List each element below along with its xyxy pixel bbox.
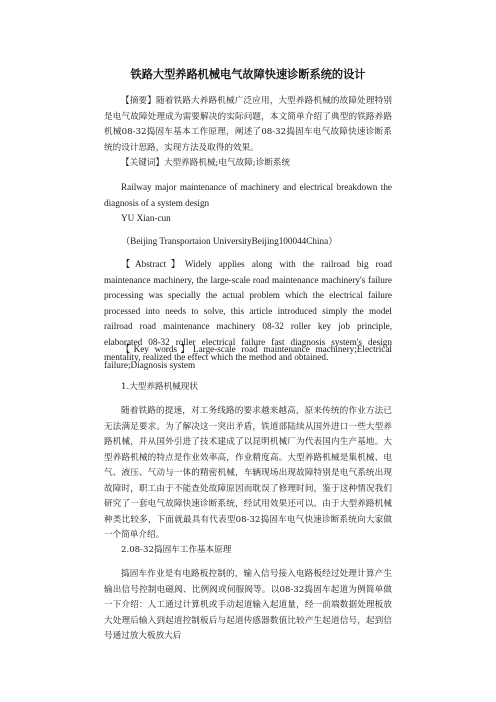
author-name: YU Xian-cun (121, 213, 171, 223)
section-2-heading: 2.08-32捣固车工作基本原理 (121, 545, 232, 555)
english-title: Railway major maintenance of machinery and electrical breakdown the diagnosis of a system design (104, 182, 392, 208)
abstract-en: 【Abstract】Widely applies along with the railroad big road maintenance machinery, the large-scale road maintenance machinery's failure processing was specially the actual problem which the electrical failure processed into needs to solve, this article introduced simply the model railroad road maintenance machinery 08-32 roller key job principle, elaborated 08-32 roller electrical failure fast diagnosis system's design mentality, realized the effect which the method and obtained. (104, 259, 392, 362)
abstract-cn: 【摘要】随着铁路大养路机械广泛应用，大型养路机械的故障处理特别是电气故障处理成为需要解决的实际问题，本文简单介绍了典型的铁路养路机械08-32捣固车基本工作原理，阐述了08-32捣固车电气故障快速诊断系统的设计思路，实现方法及取得的效果。 (104, 96, 392, 153)
section-2-body: 捣固车作业是有电路板控制的，输入信号接入电路板经过处理计算产生输出信号控制电磁阀、比例阀或伺服阀等。以08-32捣固车起道为例简单做一下介绍：人工通过计算机或手动起道输入起道量，经一前端数据处理板放大处理后输入到起道控制板后与起道传感器数值比较产生起道信号，起到信号通过放大板放大后 (104, 569, 392, 641)
section-1-heading: 1.大型养路机械现状 (121, 382, 198, 392)
section-1-body: 随着铁路的提速，对工务线路的要求越来越高，原来传统的作业方法已无法满足要求。为了解决这一突出矛盾，铁道部陆续从国外进口一些大型养路机械，并从国外引进了技术建成了以昆明机械厂为代表国内生产基地。大型养路机械的特点是作业效率高，作业精度高。大型养路机械是集机械、电气、液压、气动与一体的精密机械，车辆现场出现故障特别是电气系统出现故障时，职工由于不能查处故障原因而耽误了修理时间，鉴于这种情况我们研究了一套电气故障快速诊断系统，经试用效果还可以。由于大型养路机械种类比较多，下面就最具有代表型08-32捣固车电气快速诊断系统向大家做一个简单介绍。 (104, 406, 392, 540)
document-title: 铁路大型养路机械电气故障快速诊断系统的设计 (130, 68, 366, 81)
author-affiliation: （Beijing Transportaion UniversityBeijing100044China） (121, 236, 338, 246)
keywords-en: 【Key words】Large-scale road maintenance machinery;Electrical failure;Diagnosis system (104, 344, 392, 370)
keywords-cn: 【关键词】大型养路机械;电气故障;诊断系统 (121, 158, 291, 168)
